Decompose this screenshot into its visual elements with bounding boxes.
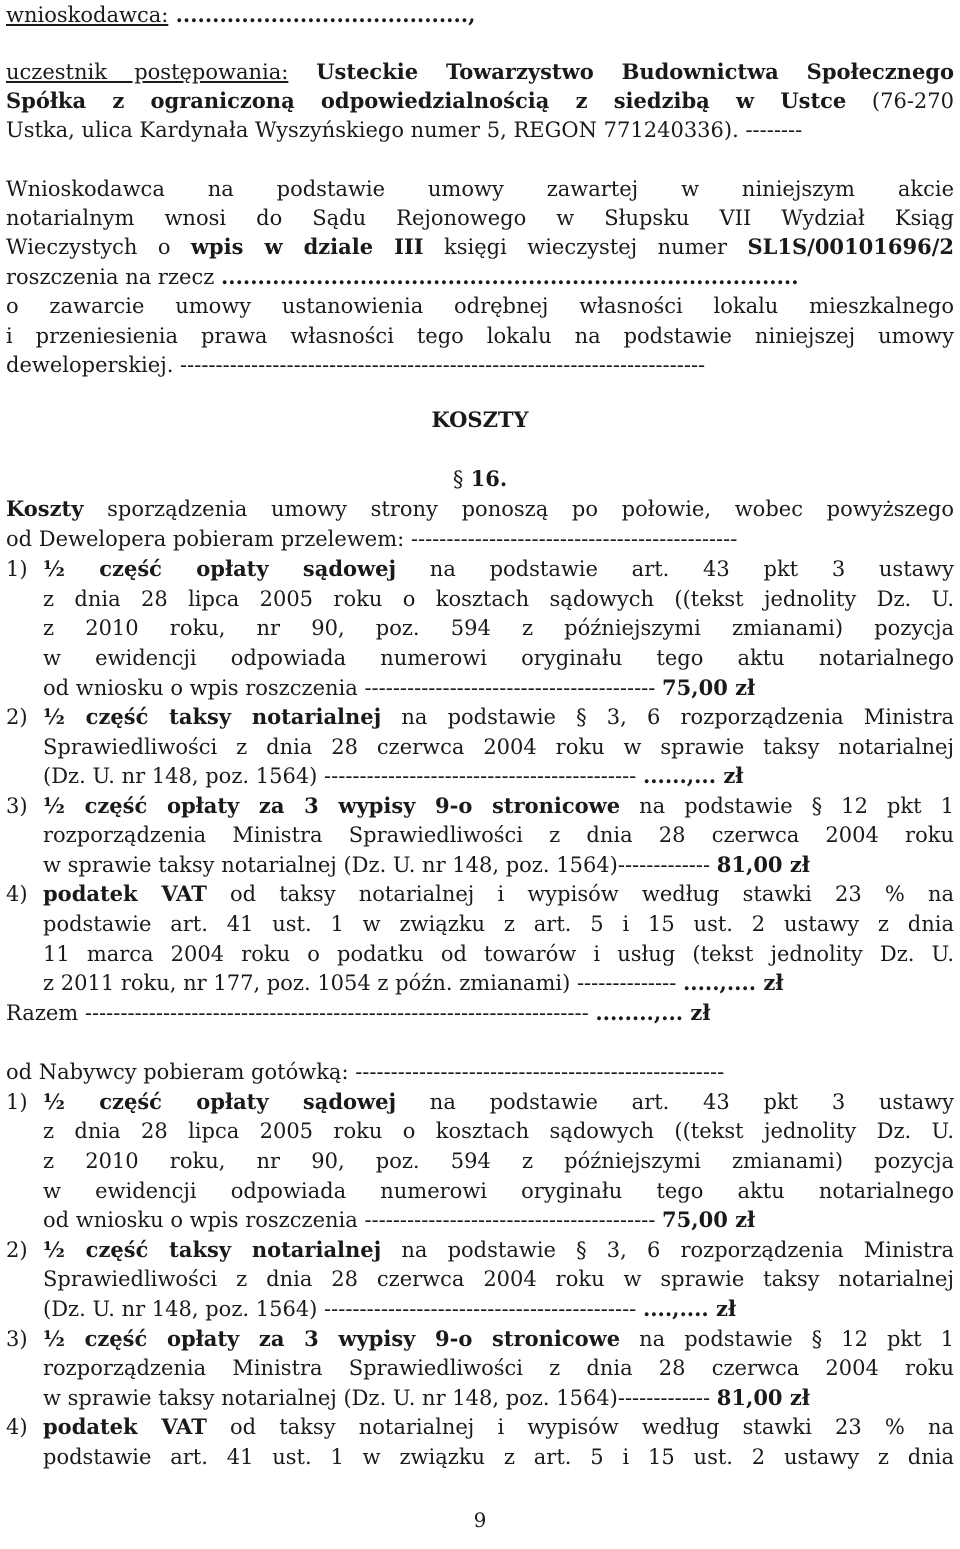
text-bold: opłaty za 3 wypisy 9-o stronicowe [166, 1326, 621, 1351]
amount: ....,.... zł [642, 1296, 737, 1321]
amount: 75,00 zł [662, 1207, 756, 1232]
dev-item-1-line-2: z dnia 28 lipca 2005 roku o kosztach sądowych ((tekst jednolity Dz. U. [43, 587, 954, 611]
buyer-item-1-line-2: z dnia 28 lipca 2005 roku o kosztach sądowych ((tekst jednolity Dz. U. [43, 1119, 954, 1143]
section-sign: § [811, 1327, 823, 1351]
text: 3, 6 rozporządzenia Ministra [586, 1238, 954, 1262]
buyer-intro: od Nabywcy pobieram gotówką: ---------------------------------------------------- [6, 1060, 725, 1084]
costs-intro-2: od Dewelopera pobieram przelewem: ---------------------------------------------- [6, 527, 738, 551]
text: sporządzenia umowy strony ponoszą po połowie, wobec powyższego [83, 497, 954, 521]
amount: 81,00 zł [716, 852, 810, 877]
text-bold: opłaty sądowej [196, 556, 397, 581]
text-bold: opłaty sądowej [196, 1089, 397, 1114]
text: 12 pkt 1 [822, 1327, 954, 1351]
section-sign: § [811, 794, 823, 818]
application-line-1: Wnioskodawca na podstawie umowy zawartej w niniejszym akcie [6, 177, 954, 201]
section-num: 16. [463, 466, 508, 491]
text-bold: taksy notarialnej [169, 704, 382, 729]
buyer-item-1-line-1 [43, 1087, 954, 1117]
dev-item-1-num: 1) [6, 557, 28, 581]
text: od taksy notarialnej i wypisów według stawki 23 % na [206, 1415, 954, 1439]
application-line-6: i przeniesienia prawa własności tego lokalu na podstawie niniejszej umowy [6, 324, 954, 348]
buyer-item-3-line-3 [43, 1383, 954, 1413]
text-bold: podatek VAT [43, 881, 207, 906]
text-bold: ½ część [43, 556, 197, 581]
participant-line-2 [6, 86, 954, 116]
application-line-7: deweloperskiej. -------------------------------------------------------------------------- [6, 353, 706, 377]
dev-item-4-num: 4) [6, 882, 28, 906]
text: z 2011 roku, nr 177, poz. 1054 z późn. zmianami) -------------- [43, 971, 683, 995]
amount: .....,.... zł [682, 970, 784, 995]
page-number: 9 [473, 1508, 487, 1532]
text: na podstawie [381, 1238, 577, 1262]
participant-label: uczestnik postępowania: [6, 60, 289, 84]
dev-item-4-line-3: 11 marca 2004 roku o podatku od towarów i usług (tekst jednolity Dz. U. [43, 942, 954, 966]
buyer-item-4-line-1 [43, 1412, 954, 1442]
text: w sprawie taksy notarialnej (Dz. U. nr 148, poz. 1564)------------- [43, 1386, 717, 1410]
dev-item-2-line-3 [43, 761, 954, 791]
land-register-number: SL1S/00101696/2 [747, 234, 954, 259]
dev-item-1-line-4: w ewidencji odpowiada numerowi oryginału tego aktu notarialnego [43, 646, 954, 670]
text: roszczenia na rzecz [6, 265, 221, 289]
buyer-item-2-line-1 [43, 1235, 954, 1265]
amount: 75,00 zł [662, 675, 756, 700]
text-bold: ½ część [43, 704, 170, 729]
costs-intro-1 [6, 494, 954, 524]
dev-item-2-line-2: Sprawiedliwości z dnia 28 czerwca 2004 roku w sprawie taksy notarialnej [43, 735, 954, 759]
application-line-2: notarialnym wnosi do Sądu Rejonowego w Słupsku VII Wydział Ksiąg [6, 206, 954, 230]
text: na podstawie [381, 705, 577, 729]
buyer-item-1-line-3: z 2010 roku, nr 90, poz. 594 z późniejszymi zmianami) pozycja [43, 1149, 954, 1173]
dev-total [6, 998, 954, 1028]
section-sign: § [576, 1238, 587, 1262]
buyer-item-1-line-4: w ewidencji odpowiada numerowi oryginału tego aktu notarialnego [43, 1179, 954, 1203]
applicant-dots: ........................................, [168, 2, 476, 27]
text-bold: ½ część [43, 1089, 197, 1114]
applicant-label: wnioskodawca: [6, 3, 169, 27]
dev-item-4-line-2: podstawie art. 41 ust. 1 w związku z art. 5 i 15 ust. 2 ustawy z dnia [43, 912, 954, 936]
text: (Dz. U. nr 148, poz. 1564) -------------------------------------------- [43, 1297, 643, 1321]
text: (Dz. U. nr 148, poz. 1564) -------------------------------------------- [43, 764, 643, 788]
participant-postcode: (76-270 [846, 89, 955, 113]
dev-item-2-line-1 [43, 702, 954, 732]
dev-item-3-line-1 [43, 791, 954, 821]
amount: ........,... zł [595, 1000, 711, 1025]
amount: ......,... zł [642, 763, 744, 788]
text-bold: ½ część [43, 1237, 170, 1262]
text-bold: Koszty [6, 496, 84, 521]
buyer-item-1-num: 1) [6, 1090, 28, 1114]
dev-item-3-line-3 [43, 850, 954, 880]
text-bold: podatek VAT [43, 1414, 207, 1439]
applicant-line [6, 0, 954, 30]
buyer-item-4-num: 4) [6, 1415, 28, 1439]
buyer-item-4-line-2: podstawie art. 41 ust. 1 w związku z art. 5 i 15 ust. 2 ustawy z dnia [43, 1445, 954, 1469]
dev-item-1-line-5 [43, 673, 954, 703]
dev-item-1-line-1 [43, 554, 954, 584]
text-bold: wpis w dziale III [190, 234, 424, 259]
text: na podstawie art. 43 pkt 3 ustawy [396, 1090, 954, 1114]
buyer-item-3-line-1 [43, 1324, 954, 1354]
application-line-3 [6, 232, 954, 262]
costs-heading: KOSZTY [431, 407, 529, 432]
section-sign: § [576, 705, 587, 729]
section-number [6, 464, 954, 494]
buyer-item-2-line-3 [43, 1294, 954, 1324]
participant-name-1: Usteckie Towarzystwo Budownictwa Społecznego [288, 59, 954, 84]
participant-name-2: Spółka z ograniczoną odpowiedzialnością z siedzibą w Ustce [6, 88, 847, 113]
buyer-item-2-num: 2) [6, 1238, 28, 1262]
text: Wieczystych o [6, 235, 191, 259]
dev-item-4-line-1 [43, 879, 954, 909]
text: Razem ----------------------------------------------------------------------- [6, 1001, 596, 1025]
buyer-item-3-line-2: rozporządzenia Ministra Sprawiedliwości z dnia 28 czerwca 2004 roku [43, 1356, 954, 1380]
dev-item-4-line-4 [43, 968, 954, 998]
beneficiary-dots: ............................................................................... [220, 264, 799, 289]
participant-line-3: Ustka, ulica Kardynała Wyszyńskiego numer 5, REGON 771240336). -------- [6, 118, 803, 142]
text: 12 pkt 1 [822, 794, 954, 818]
text: na podstawie [620, 1327, 812, 1351]
text-bold: ½ część [43, 1326, 167, 1351]
dev-item-2-num: 2) [6, 705, 28, 729]
text: od wniosku o wpis roszczenia ----------------------------------------- [43, 1208, 663, 1232]
application-line-4 [6, 262, 954, 292]
buyer-item-1-line-5 [43, 1205, 954, 1235]
text: księgi wieczystej numer [423, 235, 748, 259]
text: od taksy notarialnej i wypisów według stawki 23 % na [206, 882, 954, 906]
participant-line-1 [6, 57, 954, 87]
dev-item-1-line-3: z 2010 roku, nr 90, poz. 594 z późniejszymi zmianami) pozycja [43, 616, 954, 640]
text: 3, 6 rozporządzenia Ministra [586, 705, 954, 729]
text-bold: ½ część [43, 793, 167, 818]
application-line-5: o zawarcie umowy ustanowienia odrębnej własności lokalu mieszkalnego [6, 294, 954, 318]
amount: 81,00 zł [716, 1385, 810, 1410]
text: w sprawie taksy notarialnej (Dz. U. nr 148, poz. 1564)------------- [43, 853, 717, 877]
text: na podstawie [620, 794, 812, 818]
dev-item-3-num: 3) [6, 794, 28, 818]
text: od wniosku o wpis roszczenia ----------------------------------------- [43, 676, 663, 700]
section-sign: § [452, 467, 464, 491]
text-bold: taksy notarialnej [169, 1237, 382, 1262]
dev-item-3-line-2: rozporządzenia Ministra Sprawiedliwości z dnia 28 czerwca 2004 roku [43, 823, 954, 847]
buyer-item-3-num: 3) [6, 1327, 28, 1351]
text: na podstawie art. 43 pkt 3 ustawy [396, 557, 954, 581]
buyer-item-2-line-2: Sprawiedliwości z dnia 28 czerwca 2004 roku w sprawie taksy notarialnej [43, 1267, 954, 1291]
text-bold: opłaty za 3 wypisy 9-o stronicowe [166, 793, 621, 818]
